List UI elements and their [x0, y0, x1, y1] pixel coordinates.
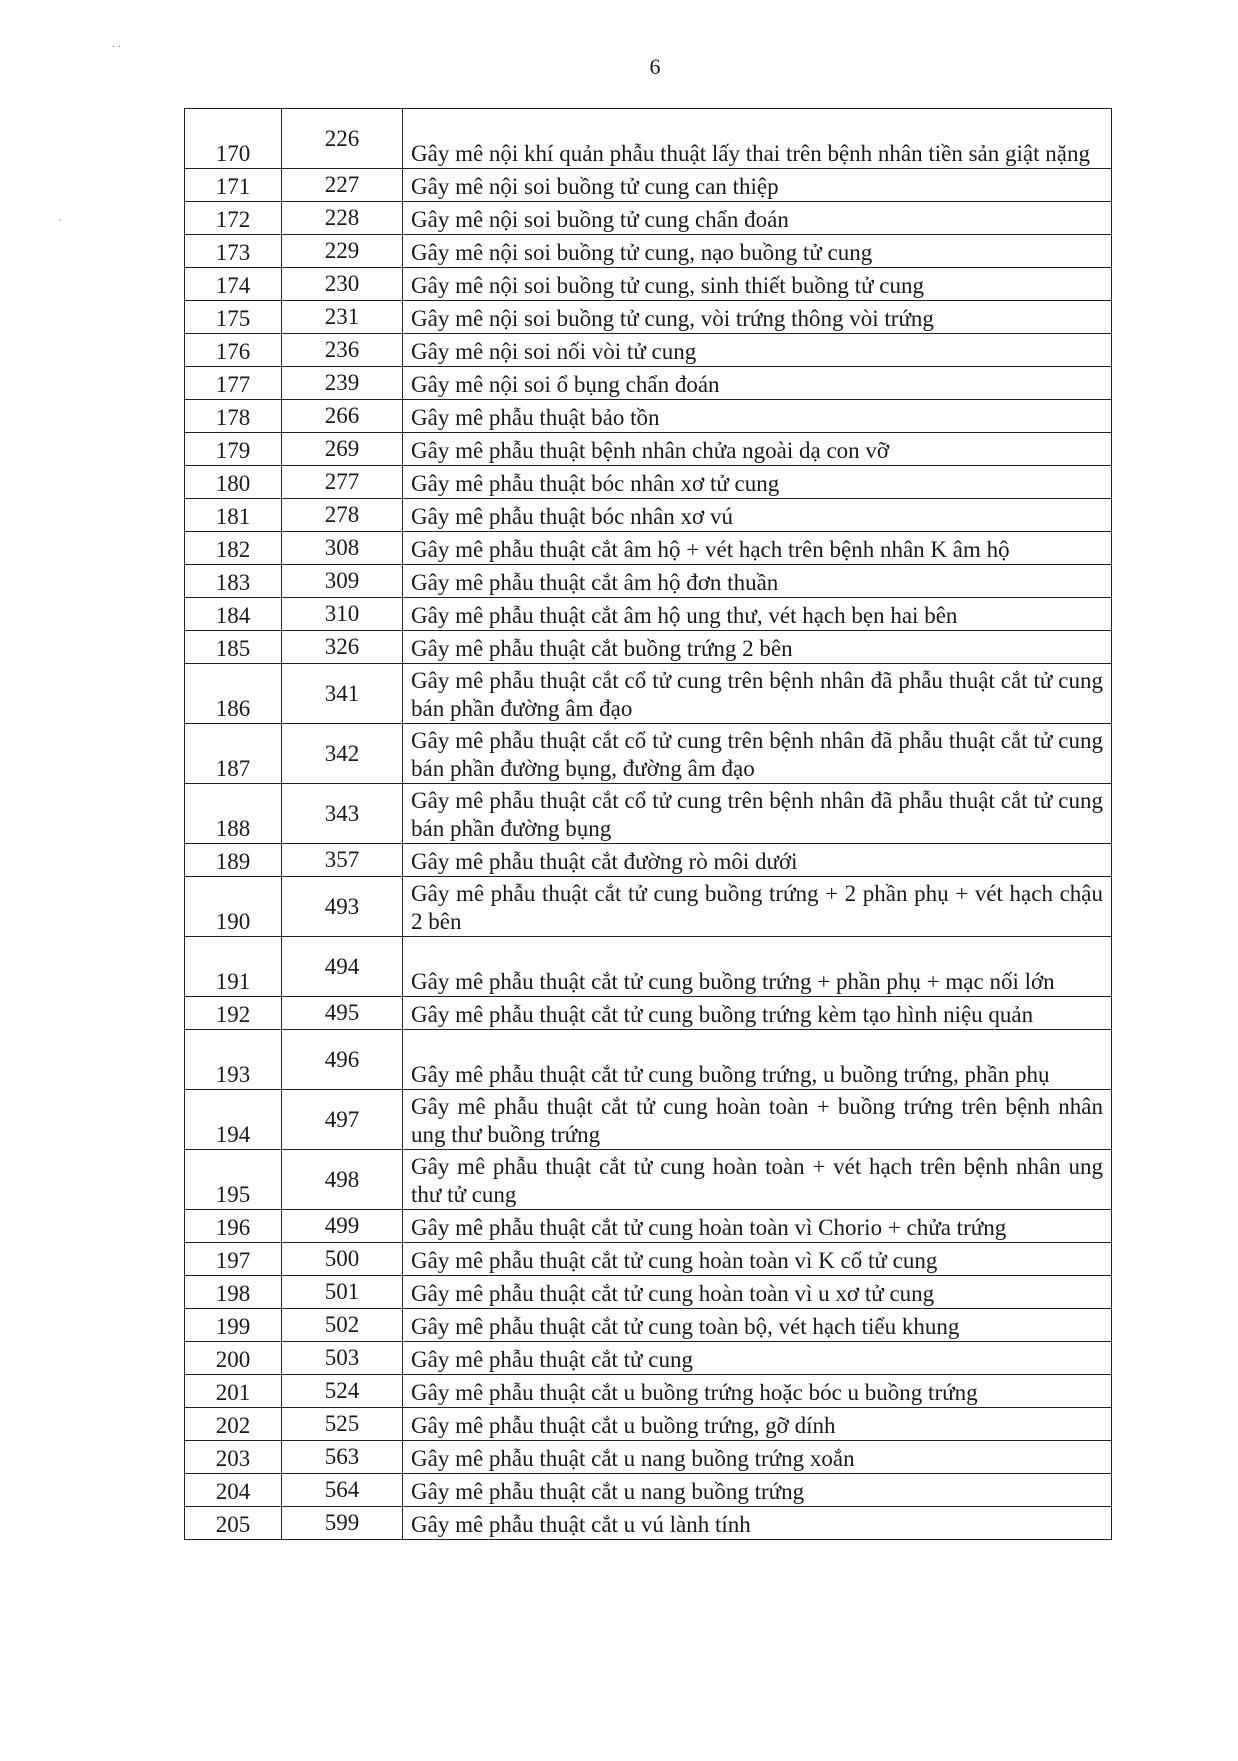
row-number-cell: 171 [185, 169, 282, 202]
row-number-cell: 175 [185, 301, 282, 334]
row-number-cell: 177 [185, 367, 282, 400]
procedure-name-cell: Gây mê nội soi nối vòi tử cung [403, 334, 1112, 367]
table-row [185, 664, 1112, 724]
table-row [185, 844, 1112, 877]
procedure-name-cell: Gây mê nội khí quản phẫu thuật lấy thai trên bệnh nhân tiền sản giật nặng [403, 109, 1112, 169]
procedure-code-cell: 230 [282, 268, 403, 301]
row-number-cell: 186 [185, 664, 282, 724]
procedure-code-cell: 564 [282, 1474, 403, 1507]
procedure-code-cell: 495 [282, 997, 403, 1030]
procedure-name-cell: Gây mê nội soi buồng tử cung, nạo buồng tử cung [403, 235, 1112, 268]
row-number-cell: 202 [185, 1408, 282, 1441]
procedure-name-cell: Gây mê phẫu thuật cắt âm hộ đơn thuần [403, 565, 1112, 598]
procedure-code-cell: 525 [282, 1408, 403, 1441]
procedure-name-cell: Gây mê phẫu thuật cắt tử cung hoàn toàn vì u xơ tử cung [403, 1276, 1112, 1309]
table-row [185, 724, 1112, 784]
table-row [185, 301, 1112, 334]
procedure-name-cell: Gây mê phẫu thuật cắt cổ tử cung trên bệnh nhân đã phẫu thuật cắt tử cung bán phần đường bụng [403, 784, 1112, 844]
table-row [185, 598, 1112, 631]
table-row [185, 169, 1112, 202]
procedure-code-cell: 266 [282, 400, 403, 433]
procedure-code-cell: 493 [282, 877, 403, 937]
procedure-code-cell: 343 [282, 784, 403, 844]
procedure-name-cell: Gây mê phẫu thuật cắt tử cung [403, 1342, 1112, 1375]
table-row [185, 1030, 1112, 1090]
procedure-code-cell: 227 [282, 169, 403, 202]
table-row [185, 1276, 1112, 1309]
row-number-cell: 181 [185, 499, 282, 532]
row-number-cell: 197 [185, 1243, 282, 1276]
procedure-name-cell: Gây mê nội soi buồng tử cung can thiệp [403, 169, 1112, 202]
procedure-code-cell: 231 [282, 301, 403, 334]
procedure-name-cell: Gây mê phẫu thuật cắt tử cung toàn bộ, vét hạch tiểu khung [403, 1309, 1112, 1342]
table-row [185, 202, 1112, 235]
row-number-cell: 192 [185, 997, 282, 1030]
row-number-cell: 172 [185, 202, 282, 235]
procedure-code-cell: 494 [282, 937, 403, 997]
procedure-code-cell: 502 [282, 1309, 403, 1342]
procedure-name-cell: Gây mê phẫu thuật bảo tồn [403, 400, 1112, 433]
row-number-cell: 195 [185, 1150, 282, 1210]
row-number-cell: 179 [185, 433, 282, 466]
table-row [185, 235, 1112, 268]
row-number-cell: 190 [185, 877, 282, 937]
table-row [185, 433, 1112, 466]
row-number-cell: 191 [185, 937, 282, 997]
procedure-code-cell: 236 [282, 334, 403, 367]
table-row [185, 367, 1112, 400]
procedure-name-cell: Gây mê nội soi buồng tử cung, sinh thiết buồng tử cung [403, 268, 1112, 301]
procedure-code-cell: 278 [282, 499, 403, 532]
table-row [185, 784, 1112, 844]
row-number-cell: 184 [185, 598, 282, 631]
procedure-name-cell: Gây mê phẫu thuật cắt buồng trứng 2 bên [403, 631, 1112, 664]
procedure-code-cell: 501 [282, 1276, 403, 1309]
procedure-code-cell: 269 [282, 433, 403, 466]
procedure-code-cell: 496 [282, 1030, 403, 1090]
row-number-cell: 189 [185, 844, 282, 877]
table-row [185, 1474, 1112, 1507]
table-row [185, 1375, 1112, 1408]
table-row [185, 532, 1112, 565]
row-number-cell: 178 [185, 400, 282, 433]
procedure-name-cell: Gây mê phẫu thuật cắt cổ tử cung trên bệnh nhân đã phẫu thuật cắt tử cung bán phần đường bụng, đường âm đạo [403, 724, 1112, 784]
procedure-name-cell: Gây mê phẫu thuật cắt đường rò môi dưới [403, 844, 1112, 877]
procedure-name-cell: Gây mê phẫu thuật cắt tử cung hoàn toàn vì K cổ tử cung [403, 1243, 1112, 1276]
procedure-name-cell: Gây mê phẫu thuật cắt tử cung buồng trứng + 2 phần phụ + vét hạch chậu 2 bên [403, 877, 1112, 937]
procedure-name-cell: Gây mê phẫu thuật bóc nhân xơ vú [403, 499, 1112, 532]
page-number: 6 [649, 54, 661, 79]
row-number-cell: 176 [185, 334, 282, 367]
row-number-cell: 187 [185, 724, 282, 784]
procedure-code-cell: 342 [282, 724, 403, 784]
procedure-name-cell: Gây mê phẫu thuật cắt u nang buồng trứng [403, 1474, 1112, 1507]
procedure-code-cell: 228 [282, 202, 403, 235]
row-number-cell: 194 [185, 1090, 282, 1150]
procedure-name-cell: Gây mê phẫu thuật cắt u buồng trứng hoặc bóc u buồng trứng [403, 1375, 1112, 1408]
procedure-code-cell: 524 [282, 1375, 403, 1408]
row-number-cell: 196 [185, 1210, 282, 1243]
row-number-cell: 203 [185, 1441, 282, 1474]
row-number-cell: 201 [185, 1375, 282, 1408]
table-row [185, 631, 1112, 664]
procedure-name-cell: Gây mê phẫu thuật cắt u nang buồng trứng xoắn [403, 1441, 1112, 1474]
scan-speck: · [58, 216, 62, 227]
procedure-code-cell: 229 [282, 235, 403, 268]
row-number-cell: 183 [185, 565, 282, 598]
procedure-code-cell: 497 [282, 1090, 403, 1150]
procedure-code-cell: 239 [282, 367, 403, 400]
table-row [185, 937, 1112, 997]
procedure-name-cell: Gây mê phẫu thuật cắt tử cung hoàn toàn vì Chorio + chửa trứng [403, 1210, 1112, 1243]
procedure-name-cell: Gây mê phẫu thuật bóc nhân xơ tử cung [403, 466, 1112, 499]
table-row [185, 1309, 1112, 1342]
table-row [185, 1507, 1112, 1540]
procedure-code-cell: 308 [282, 532, 403, 565]
procedure-code-cell: 500 [282, 1243, 403, 1276]
procedure-name-cell: Gây mê phẫu thuật cắt u buồng trứng, gỡ dính [403, 1408, 1112, 1441]
procedure-table [184, 108, 1112, 1540]
procedure-code-cell: 277 [282, 466, 403, 499]
procedure-code-cell: 599 [282, 1507, 403, 1540]
row-number-cell: 199 [185, 1309, 282, 1342]
table-row [185, 400, 1112, 433]
procedure-code-cell: 563 [282, 1441, 403, 1474]
table-row [185, 466, 1112, 499]
row-number-cell: 180 [185, 466, 282, 499]
row-number-cell: 193 [185, 1030, 282, 1090]
row-number-cell: 170 [185, 109, 282, 169]
procedure-name-cell: Gây mê phẫu thuật cắt tử cung buồng trứng + phần phụ + mạc nối lớn [403, 937, 1112, 997]
procedure-code-cell: 326 [282, 631, 403, 664]
row-number-cell: 188 [185, 784, 282, 844]
table-row [185, 1408, 1112, 1441]
procedure-code-cell: 503 [282, 1342, 403, 1375]
procedure-name-cell: Gây mê nội soi ổ bụng chẩn đoán [403, 367, 1112, 400]
procedure-name-cell: Gây mê phẫu thuật bệnh nhân chửa ngoài dạ con vỡ [403, 433, 1112, 466]
row-number-cell: 185 [185, 631, 282, 664]
procedure-name-cell: Gây mê phẫu thuật cắt tử cung buồng trứng kèm tạo hình niệu quản [403, 997, 1112, 1030]
table-row [185, 1342, 1112, 1375]
procedure-name-cell: Gây mê phẫu thuật cắt u vú lành tính [403, 1507, 1112, 1540]
procedure-code-cell: 498 [282, 1150, 403, 1210]
scan-speck: · · [112, 42, 122, 53]
table-row [185, 1441, 1112, 1474]
procedure-table-body [185, 109, 1112, 1540]
procedure-code-cell: 309 [282, 565, 403, 598]
table-row [185, 1090, 1112, 1150]
table-row [185, 565, 1112, 598]
table-row [185, 499, 1112, 532]
table-row [185, 268, 1112, 301]
row-number-cell: 173 [185, 235, 282, 268]
procedure-name-cell: Gây mê nội soi buồng tử cung chẩn đoán [403, 202, 1112, 235]
row-number-cell: 204 [185, 1474, 282, 1507]
procedure-name-cell: Gây mê phẫu thuật cắt tử cung hoàn toàn + buồng trứng trên bệnh nhân ung thư buồng trứng [403, 1090, 1112, 1150]
table-row [185, 334, 1112, 367]
table-row [185, 1210, 1112, 1243]
procedure-code-cell: 310 [282, 598, 403, 631]
table-row [185, 109, 1112, 169]
procedure-code-cell: 499 [282, 1210, 403, 1243]
table-row [185, 997, 1112, 1030]
row-number-cell: 205 [185, 1507, 282, 1540]
row-number-cell: 198 [185, 1276, 282, 1309]
row-number-cell: 200 [185, 1342, 282, 1375]
procedure-name-cell: Gây mê phẫu thuật cắt âm hộ ung thư, vét hạch bẹn hai bên [403, 598, 1112, 631]
table-row [185, 1243, 1112, 1276]
procedure-name-cell: Gây mê phẫu thuật cắt cổ tử cung trên bệnh nhân đã phẫu thuật cắt tử cung bán phần đường âm đạo [403, 664, 1112, 724]
table-row [185, 877, 1112, 937]
row-number-cell: 174 [185, 268, 282, 301]
procedure-name-cell: Gây mê nội soi buồng tử cung, vòi trứng thông vòi trứng [403, 301, 1112, 334]
procedure-code-cell: 341 [282, 664, 403, 724]
procedure-name-cell: Gây mê phẫu thuật cắt tử cung buồng trứng, u buồng trứng, phần phụ [403, 1030, 1112, 1090]
procedure-name-cell: Gây mê phẫu thuật cắt âm hộ + vét hạch trên bệnh nhân K âm hộ [403, 532, 1112, 565]
row-number-cell: 182 [185, 532, 282, 565]
procedure-name-cell: Gây mê phẫu thuật cắt tử cung hoàn toàn + vét hạch trên bệnh nhân ung thư tử cung [403, 1150, 1112, 1210]
procedure-code-cell: 226 [282, 109, 403, 169]
table-row [185, 1150, 1112, 1210]
procedure-code-cell: 357 [282, 844, 403, 877]
